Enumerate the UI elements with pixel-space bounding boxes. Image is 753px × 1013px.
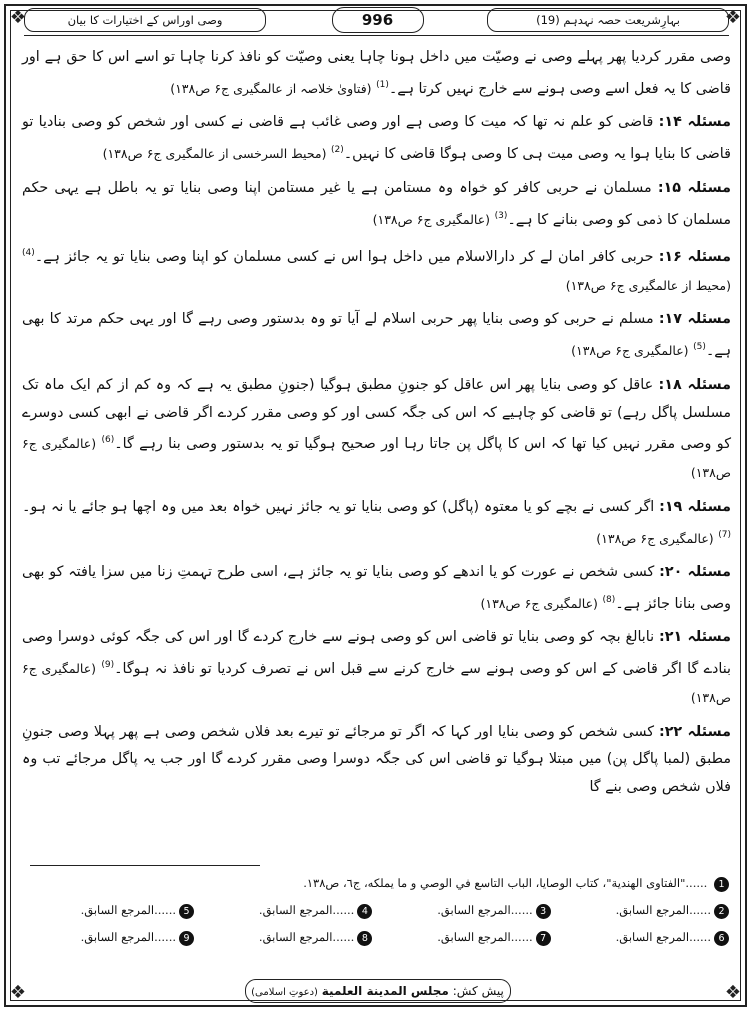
footnote-text: ......المرجع السابق.	[437, 930, 533, 944]
footer-org: مجلس المدينة العلمية	[321, 984, 449, 998]
footnote-text: ......"الفتاوى الهندية"، كتاب الوصايا، الباب التاسع في الوصي و ما يملكه، ج٦، ص١٣٨.	[303, 876, 708, 890]
paragraph	[22, 372, 731, 488]
footnote-marker: (7)	[718, 529, 731, 540]
reference: (عالمگیری ج۶ ص۱۳۸)	[372, 211, 491, 227]
paragraph-text: مسلم نے حربی کو وصی بنایا پھر حربی اسلام لے آیا تو وہ بدستور وصی رہے گا اور یہی حکم مرتد کا بھی ہے۔	[22, 311, 731, 359]
footnote-number: 6	[714, 931, 729, 946]
reference: (محیط از عالمگیری ج۶ ص۱۳۸)	[565, 277, 731, 293]
paragraph	[22, 624, 731, 712]
footnote-number: 2	[714, 904, 729, 919]
corner-ornament-icon: ❖	[724, 982, 742, 1003]
footnote-marker: (8)	[602, 594, 616, 605]
footer-prefix: پیش کش:	[452, 984, 504, 998]
footnote-text: ......المرجع السابق.	[80, 930, 177, 944]
paragraph	[22, 175, 731, 234]
footnote-text: ......المرجع السابق.	[258, 903, 355, 917]
footnote-marker: (2)	[331, 145, 344, 156]
paragraph-text: اگر کسی نے بچے کو یا معتوہ (پاگل) کو وصی بنایا تو یہ جائز نہیں خواہ بعد میں وہ اچھا ہو جائے یا نہ ہو۔	[22, 498, 655, 515]
paragraph	[22, 719, 731, 802]
reference: (عالمگیری ج۶ ص۱۳۸)	[571, 343, 689, 358]
footnote-text: ......المرجع السابق.	[615, 903, 711, 917]
footer-suffix: (دعوتِ اسلامی)	[251, 987, 318, 998]
footnote-marker: (6)	[101, 435, 115, 446]
masala-label: مسئلہ ۱۴:	[658, 114, 731, 131]
footnote-item	[381, 903, 551, 919]
footnote-number: 8	[357, 931, 372, 946]
footnote-item	[202, 903, 372, 919]
footnote-number: 5	[179, 904, 194, 919]
chapter-title: وصی اوراس کے اختیارات کا بیان	[24, 8, 266, 32]
publisher-footer	[245, 979, 511, 1003]
paragraph	[22, 306, 731, 365]
footnote-text: ......المرجع السابق.	[258, 930, 355, 944]
paragraph-text: قاضی کو علم نہ تھا کہ میت کا وصی ہے اور وصی غائب ہے قاضی نے کسی اور شخص کو وصی بنادیا تو قاضی کا بنایا ہوا یہ وصی میت ہی کا وصی ہوگا قاضی کا نہیں۔	[22, 114, 731, 162]
footnote-text: ......المرجع السابق.	[437, 903, 533, 917]
footnote-marker: (9)	[101, 660, 115, 671]
reference: (عالمگیری ج۶ ص۱۳۸)	[596, 530, 714, 546]
paragraph-text: کسی شخص کو وصی بنایا اور کہا کہ اگر تو مرجائے تو تیرے بعد فلاں شخص وصی ہے پھر پہلا وصی جنونِ مطبق (لمبا پاگل پن) میں مبتلا ہوگیا تو قاضی اس کی جگہ دوسرا وصی مقرر کردے گا اور جب یہ پاگل مرجائے تب وہ فلاں شخص وصی بنے گا	[22, 723, 731, 796]
corner-ornament-icon: ❖	[724, 7, 742, 28]
footnote-divider	[30, 865, 260, 866]
masala-label: مسئلہ ۱۵:	[657, 179, 732, 196]
footnote-number: 4	[357, 904, 372, 919]
footnote-text: ......المرجع السابق.	[615, 930, 711, 944]
reference: (عالمگیری ج۶ ص۱۳۸)	[480, 595, 598, 611]
footnote-item	[381, 930, 551, 946]
main-text	[22, 44, 731, 808]
footnote-row	[24, 930, 729, 946]
reference: (عالمگیری ج۶ ص۱۳۸)	[22, 661, 731, 705]
footnote-marker: (1)	[376, 79, 389, 90]
paragraph-text: نابالغ بچہ کو وصی بنایا تو قاضی اس کو وصی ہونے سے خارج کردے گا اور اس کی جگہ کوئی دوسرا وصی بنادے گا اگر قاضی کے اس کو وصی ہونے سے خارج کرنے سے قبل اس نے تصرف کردیا تو نافذ نہ ہوگا۔	[22, 629, 732, 678]
footnote-item	[24, 903, 194, 919]
masala-label: مسئلہ ۱۷:	[658, 311, 732, 328]
footnote-number: 1	[714, 877, 729, 892]
page-header	[24, 8, 729, 32]
paragraph-text: عاقل کو وصی بنایا پھر اس عاقل کو جنونِ مطبق ہوگیا (جنونِ مطبق یہ ہے کہ وہ کم از کم ایک ماہ تک مسلسل پاگل رہے) تو قاضی کو چاہیے کہ اس کی جگہ کسی اور کو وصی مقرر کردے اگر قاضی نے ابھی کسی دوسرے کو وصی مقرر نہیں کیا تھا کہ اس کا پاگل پن جاتا رہا اور صحیح ہوگیا تو یہ بدستور وصی بنا رہے گا۔	[22, 376, 732, 453]
book-title: بہارِشریعت حصہ نہدہم (19)	[487, 8, 729, 32]
footnote-row	[24, 903, 729, 919]
paragraph	[22, 240, 731, 300]
paragraph-text: کسی شخص نے عورت کو یا اندھے کو وصی بنایا تو یہ جائز ہے، اسی طرح تہمتِ زنا میں سزا یافتہ کو بھی وصی بنانا جائز ہے۔	[22, 564, 731, 612]
paragraph-text: وصی مقرر کردیا پھر پہلے وصی نے وصیّت میں داخل ہونا چاہا یعنی وصیّت کو نافذ کرنا چاہا تو اسے اس کا حق ہے اور قاضی کا یہ فعل اسے وصی ہونے سے خارج نہیں کرتا ہے۔	[22, 49, 731, 97]
footnote-marker: (3)	[494, 210, 508, 221]
footnote-item	[24, 930, 194, 946]
page-number: 996	[332, 7, 424, 33]
footnote-text: ......المرجع السابق.	[80, 903, 177, 917]
masala-label: مسئلہ ۲۱:	[659, 629, 731, 646]
corner-ornament-icon: ❖	[9, 7, 27, 28]
paragraph-text: حربی کافر امان لے کر دارالاسلام میں داخل ہوا اس نے کسی مسلمان کو اپنا وصی بنایا تو یہ جائز ہے۔	[34, 248, 654, 265]
masala-label: مسئلہ ۱۶:	[658, 248, 731, 265]
reference: (فتاویٰ خلاصہ از عالمگیری ج۶ ص۱۳۸)	[170, 80, 372, 96]
footnote-marker: (5)	[693, 342, 706, 353]
corner-ornament-icon: ❖	[9, 982, 27, 1003]
reference: (محیط السرخسی از عالمگیری ج۶ ص۱۳۸)	[102, 145, 327, 161]
footnote-row	[24, 876, 729, 892]
paragraph	[22, 109, 731, 168]
footnote-number: 3	[536, 904, 551, 919]
reference: (عالمگیری ج۶ ص۱۳۸)	[22, 436, 731, 480]
masala-label: مسئلہ ۱۸:	[658, 376, 731, 393]
footnote-number: 9	[179, 931, 194, 946]
masala-label: مسئلہ ۱۹:	[659, 498, 731, 515]
footnote-item	[559, 930, 729, 946]
paragraph	[22, 494, 731, 553]
footnote-item	[559, 903, 729, 919]
footnote-item	[202, 930, 372, 946]
masala-label: مسئلہ ۲۲:	[658, 723, 731, 740]
footnote-number: 7	[536, 931, 551, 946]
header-divider	[24, 35, 729, 36]
paragraph	[22, 559, 731, 618]
paragraph-text: مسلمان نے حربی کافر کو خواہ وہ مستامن ہے یا غیر مستامن اپنا وصی بنایا تو یہ باطل ہے یہی حکم مسلمان کا ذمی کو وصی بنانے کا ہے۔	[22, 179, 731, 228]
masala-label: مسئلہ ۲۰:	[659, 564, 731, 581]
footnote-marker: (4)	[22, 248, 35, 259]
paragraph	[22, 44, 731, 103]
